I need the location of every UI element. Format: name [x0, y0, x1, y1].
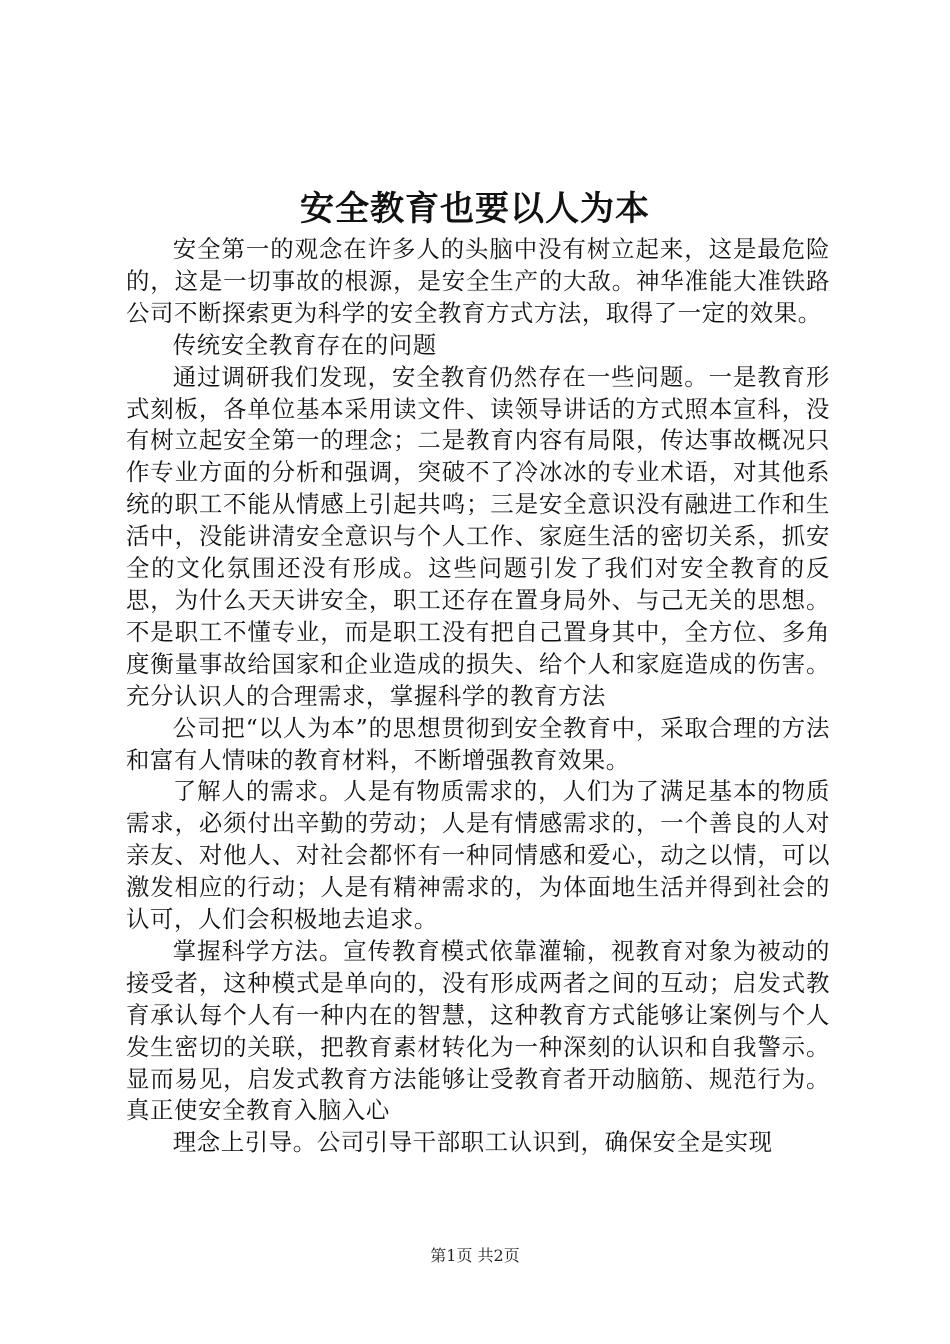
document-title: 安全教育也要以人为本 [300, 189, 650, 229]
paragraph-scientific-methods: 掌握科学方法。宣传教育模式依靠灌输，视教育对象为被动的接受者，这种模式是单向的，没有形成两者之间的互动；启发式教育承认每个人有一种内在的智慧，这种教育方式能够让案例与个人发生密切的关联，把教育素材转化为一种深刻的认识和自我警示。显而易见，启发式教育方法能够让受教育者开动脑筋、规范行为。真正使安全教育入脑入心 [126, 936, 830, 1125]
paragraph-understand-needs: 了解人的需求。人是有物质需求的，人们为了满足基本的物质需求，必须付出辛勤的劳动；人是有情感需求的，一个善良的人对亲友、对他人、对社会都怀有一种同情感和爱心，动之以情，可以激发相应的行动；人是有精神需求的，为体面地生活并得到社会的认可，人们会积极地去追求。 [126, 777, 830, 934]
paragraph-people-oriented: 公司把“以人为本”的思想贯彻到安全教育中，采取合理的方法和富有人情味的教育材料，不断增强教育效果。 [126, 713, 830, 774]
paragraph-intro: 安全第一的观念在许多人的头脑中没有树立起来，这是最危险的，这是一切事故的根源，是安全生产的大敌。神华准能大准铁路公司不断探索更为科学的安全教育方式方法，取得了一定的效果。 [126, 235, 830, 327]
page-footer: 第1页 共2页 [430, 1246, 520, 1265]
section-heading-problems: 传统安全教育存在的问题 [172, 330, 437, 359]
document-body [126, 234, 830, 1159]
paragraph-guidance: 理念上引导。公司引导干部职工认识到，确保安全是实现 [172, 1128, 773, 1157]
paragraph-problems: 通过调研我们发现，安全教育仍然存在一些问题。一是教育形式刻板，各单位基本采用读文件、读领导讲话的方式照本宣科，没有树立起安全第一的理念；二是教育内容有局限，传达事故概况只作专业方面的分析和强调，突破不了冷冰冰的专业术语，对其他系统的职工不能从情感上引起共鸣；三是安全意识没有融进工作和生活中，没能讲清安全意识与个人工作、家庭生活的密切关系，抓安全的文化氛围还没有形成。这些问题引发了我们对安全教育的反思，为什么天天讲安全，职工还存在置身局外、与己无关的思想。不是职工不懂专业，而是职工没有把自己置身其中，全方位、多角度衡量事故给国家和企业造成的损失、给个人和家庭造成的伤害。充分认识人的合理需求，掌握科学的教育方法 [126, 362, 830, 710]
